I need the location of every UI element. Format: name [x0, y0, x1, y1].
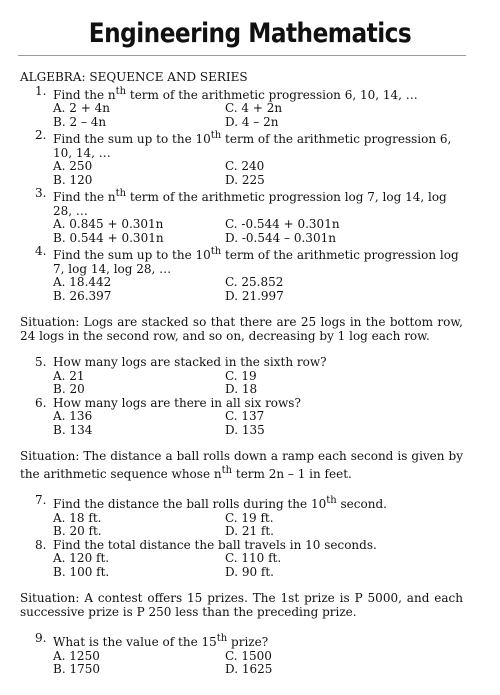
choice-c: C. 19 — [225, 368, 257, 383]
choice-c: C. 4 + 2n — [225, 101, 283, 115]
choice-c: C. 240 — [225, 159, 265, 173]
choice-a: A. 1250 — [53, 648, 100, 663]
question-9 — [35, 632, 463, 650]
choice-c: C. 1500 — [225, 648, 272, 663]
question-2 — [35, 129, 463, 160]
question-number: 9. — [35, 631, 47, 645]
choice-c: C. 110 ft. — [225, 551, 282, 565]
question-text — [53, 245, 463, 276]
question-4 — [35, 245, 463, 276]
question-text-part: What is the value of the 15 — [53, 635, 217, 649]
question-text-part: Find the sum up to the 10 — [53, 248, 211, 262]
ordinal-superscript: th — [221, 464, 233, 476]
choice-b: B. 20 — [53, 382, 85, 396]
choice-a: A. 21 — [53, 368, 85, 383]
choice-a: A. 250 — [53, 159, 93, 173]
question-text: How many logs are stacked in the sixth row? — [53, 355, 327, 369]
ordinal-superscript: th — [210, 246, 222, 257]
question-text-part: prize? — [227, 635, 269, 649]
choice-b: B. 134 — [53, 422, 93, 437]
choices-9 — [53, 650, 463, 677]
choice-a: A. 120 ft. — [53, 551, 110, 565]
choice-b: B. 0.544 + 0.301n — [53, 230, 164, 245]
choices-8 — [53, 552, 463, 579]
question-number: 3. — [35, 186, 47, 200]
ordinal-superscript: th — [326, 495, 337, 506]
situation-text: Situation: Logs are stacked so that there are 25 logs in the bottom row, 24 logs in the second row, and so on, decreasing by 1 log each row. — [20, 315, 463, 343]
question-number: 2. — [35, 128, 47, 142]
choice-c: C. -0.544 + 0.301n — [225, 217, 340, 231]
question-number: 1. — [35, 83, 47, 98]
choice-d: D. 4 – 2n — [225, 114, 279, 129]
situation-text: Situation: A contest offers 15 prizes. The 1st prize is P 5000, and each successive prize is P 250 less than the preceding prize. — [20, 591, 463, 619]
page-title: Engineering Mathematics — [88, 18, 412, 49]
question-text — [53, 632, 463, 650]
question-text — [53, 494, 463, 512]
question-text-part: Find the distance the ball rolls during the 10 — [53, 497, 327, 511]
question-text-part: term of the arithmetic progression 6, 10, 14, … — [53, 132, 452, 160]
question-text — [53, 129, 463, 160]
title-divider — [18, 55, 466, 56]
question-number: 8. — [35, 537, 47, 552]
choice-b: B. 2 – 4n — [53, 114, 107, 129]
question-text-part: term of the arithmetic progression 6, 10, 14, … — [126, 87, 418, 102]
ordinal-superscript: th — [210, 130, 222, 141]
choice-d: D. 18 — [225, 382, 258, 396]
situation-text-part: Situation: The distance a ball rolls down a ramp each second is given by the arithmetic sequence whose n — [20, 449, 463, 481]
choices-5 — [53, 370, 463, 397]
question-5 — [35, 356, 463, 370]
question-text — [53, 85, 463, 103]
question-text — [53, 187, 463, 218]
choice-b: B. 26.397 — [53, 288, 112, 303]
choice-d: D. 225 — [225, 172, 265, 187]
question-3 — [35, 187, 463, 218]
choice-a: A. 18.442 — [53, 275, 112, 289]
worksheet-content — [20, 71, 463, 677]
question-text-part: Find the n — [53, 190, 116, 204]
choice-a: A. 18 ft. — [53, 510, 102, 525]
choice-c: C. 25.852 — [225, 275, 284, 289]
choices-7 — [53, 512, 463, 539]
choice-d: D. -0.544 – 0.301n — [225, 230, 336, 245]
question-1 — [35, 85, 463, 103]
choices-3 — [53, 218, 463, 245]
question-number: 5. — [35, 355, 47, 369]
choice-a: A. 2 + 4n — [53, 101, 110, 115]
choice-b: B. 120 — [53, 172, 93, 187]
choice-c: C. 137 — [225, 409, 265, 423]
question-7 — [35, 494, 463, 512]
section-heading: ALGEBRA: SEQUENCE AND SERIES — [20, 70, 248, 84]
question-number: 7. — [35, 493, 47, 507]
choice-b: B. 20 ft. — [53, 524, 102, 538]
choice-d: D. 21.997 — [225, 288, 284, 303]
choice-b: B. 100 ft. — [53, 564, 110, 579]
situation-text-part: term 2n – 1 in feet. — [232, 466, 352, 481]
question-text: Find the total distance the ball travels in 10 seconds. — [53, 537, 377, 552]
choice-d: D. 90 ft. — [225, 564, 274, 579]
ordinal-superscript: th — [115, 85, 127, 97]
ordinal-superscript: th — [216, 633, 228, 644]
question-text: How many logs are there in all six rows? — [53, 395, 301, 410]
question-8 — [35, 539, 463, 553]
choice-a: A. 0.845 + 0.301n — [53, 217, 164, 231]
choice-d: D. 1625 — [225, 662, 273, 676]
choices-6 — [53, 410, 463, 437]
ordinal-superscript: th — [115, 188, 127, 199]
question-text-part: term of the arithmetic progression log 7, log 14, log 28, … — [53, 248, 459, 276]
question-6 — [35, 397, 463, 411]
choice-d: D. 21 ft. — [225, 524, 274, 538]
choice-d: D. 135 — [225, 422, 265, 437]
question-text-part: second. — [336, 497, 387, 511]
question-number: 6. — [35, 395, 47, 410]
question-text-part: Find the sum up to the 10 — [53, 132, 211, 146]
choices-2 — [53, 160, 463, 187]
question-text-part: term of the arithmetic progression log 7, log 14, log 28, … — [53, 190, 447, 218]
choice-c: C. 19 ft. — [225, 510, 274, 525]
choices-4 — [53, 276, 463, 303]
choice-b: B. 1750 — [53, 662, 100, 676]
situation-text — [20, 450, 463, 481]
question-text-part: Find the n — [53, 87, 116, 102]
question-number: 4. — [35, 244, 47, 258]
choices-1 — [53, 102, 463, 129]
choice-a: A. 136 — [53, 409, 93, 423]
